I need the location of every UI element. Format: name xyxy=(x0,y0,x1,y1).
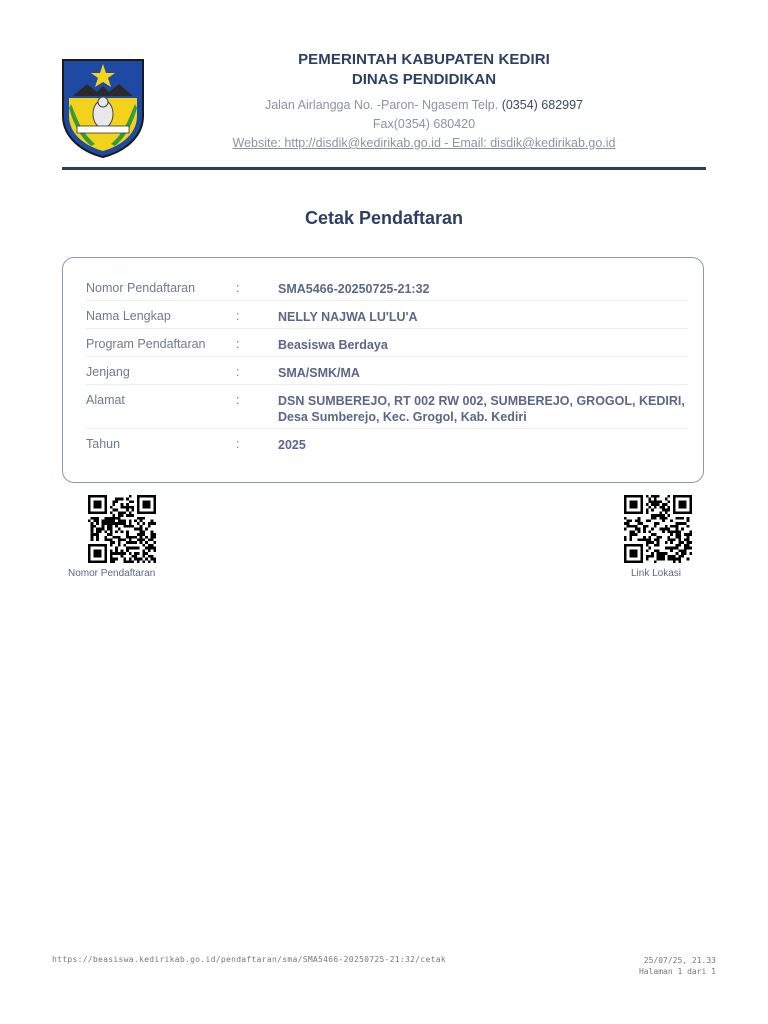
detail-row xyxy=(86,301,688,329)
detail-separator: : xyxy=(236,337,240,351)
kediri-regency-logo xyxy=(61,58,145,158)
detail-separator: : xyxy=(236,309,240,323)
detail-row xyxy=(86,429,688,459)
detail-label: Nomor Pendaftaran xyxy=(86,281,196,295)
page-number: Halaman 1 dari 1 xyxy=(638,967,716,976)
letterhead xyxy=(160,50,688,150)
print-url: https://beasiswa.kedirikab.go.id/pendaftaran/sma/SMA5466-20250725-21:32/cetak xyxy=(52,955,446,964)
detail-value: Beasiswa Berdaya xyxy=(278,338,388,352)
detail-value: NELLY NAJWA LU'LU'A xyxy=(278,310,418,324)
detail-separator: : xyxy=(236,281,240,295)
registration-qr-code xyxy=(88,495,156,563)
detail-label: Jenjang xyxy=(86,365,130,379)
address-text: Jalan Airlangga No. -Paron- Ngasem Telp. xyxy=(264,98,499,112)
detail-label: Alamat xyxy=(86,393,125,407)
header-divider xyxy=(62,167,706,170)
detail-row xyxy=(86,273,688,301)
detail-separator: : xyxy=(236,393,240,407)
detail-row xyxy=(86,329,688,357)
detail-value: SMA/SMK/MA xyxy=(278,366,360,380)
detail-separator: : xyxy=(236,365,240,379)
website-email-link[interactable]: Website: http://disdik@kedirikab.go.id - Email: disdik@kedirikab.go.id xyxy=(232,136,616,150)
detail-value: SMA5466-20250725-21:32 xyxy=(278,282,430,296)
org-address xyxy=(160,98,688,112)
details-table xyxy=(86,273,688,459)
registration-details-card xyxy=(62,257,704,483)
print-meta xyxy=(639,955,716,977)
detail-label: Nama Lengkap xyxy=(86,309,171,323)
org-name: PEMERINTAH KABUPATEN KEDIRI xyxy=(298,51,550,68)
phone-text: (0354) 682997 xyxy=(501,98,584,112)
qr-caption-registration: Nomor Pendaftaran xyxy=(68,568,156,579)
print-datetime: 25/07/25, 21.33 xyxy=(643,956,716,965)
page-title: Cetak Pendaftaran xyxy=(304,208,464,228)
detail-value: DSN SUMBEREJO, RT 002 RW 002, SUMBEREJO, GROGOL, KEDIRI, Desa Sumberejo, Kec. Grogol, Kab. Kediri xyxy=(278,394,685,424)
detail-separator: : xyxy=(236,437,240,451)
detail-label: Program Pendaftaran xyxy=(86,337,206,351)
org-department: DINAS PENDIDIKAN xyxy=(351,71,497,88)
location-qr-code xyxy=(624,495,692,563)
detail-row xyxy=(86,385,688,429)
fax-text: Fax(0354) 680420 xyxy=(372,117,476,131)
detail-row xyxy=(86,357,688,385)
detail-label: Tahun xyxy=(86,437,121,451)
qr-caption-location: Link Lokasi xyxy=(631,568,682,579)
detail-value: 2025 xyxy=(278,438,306,452)
